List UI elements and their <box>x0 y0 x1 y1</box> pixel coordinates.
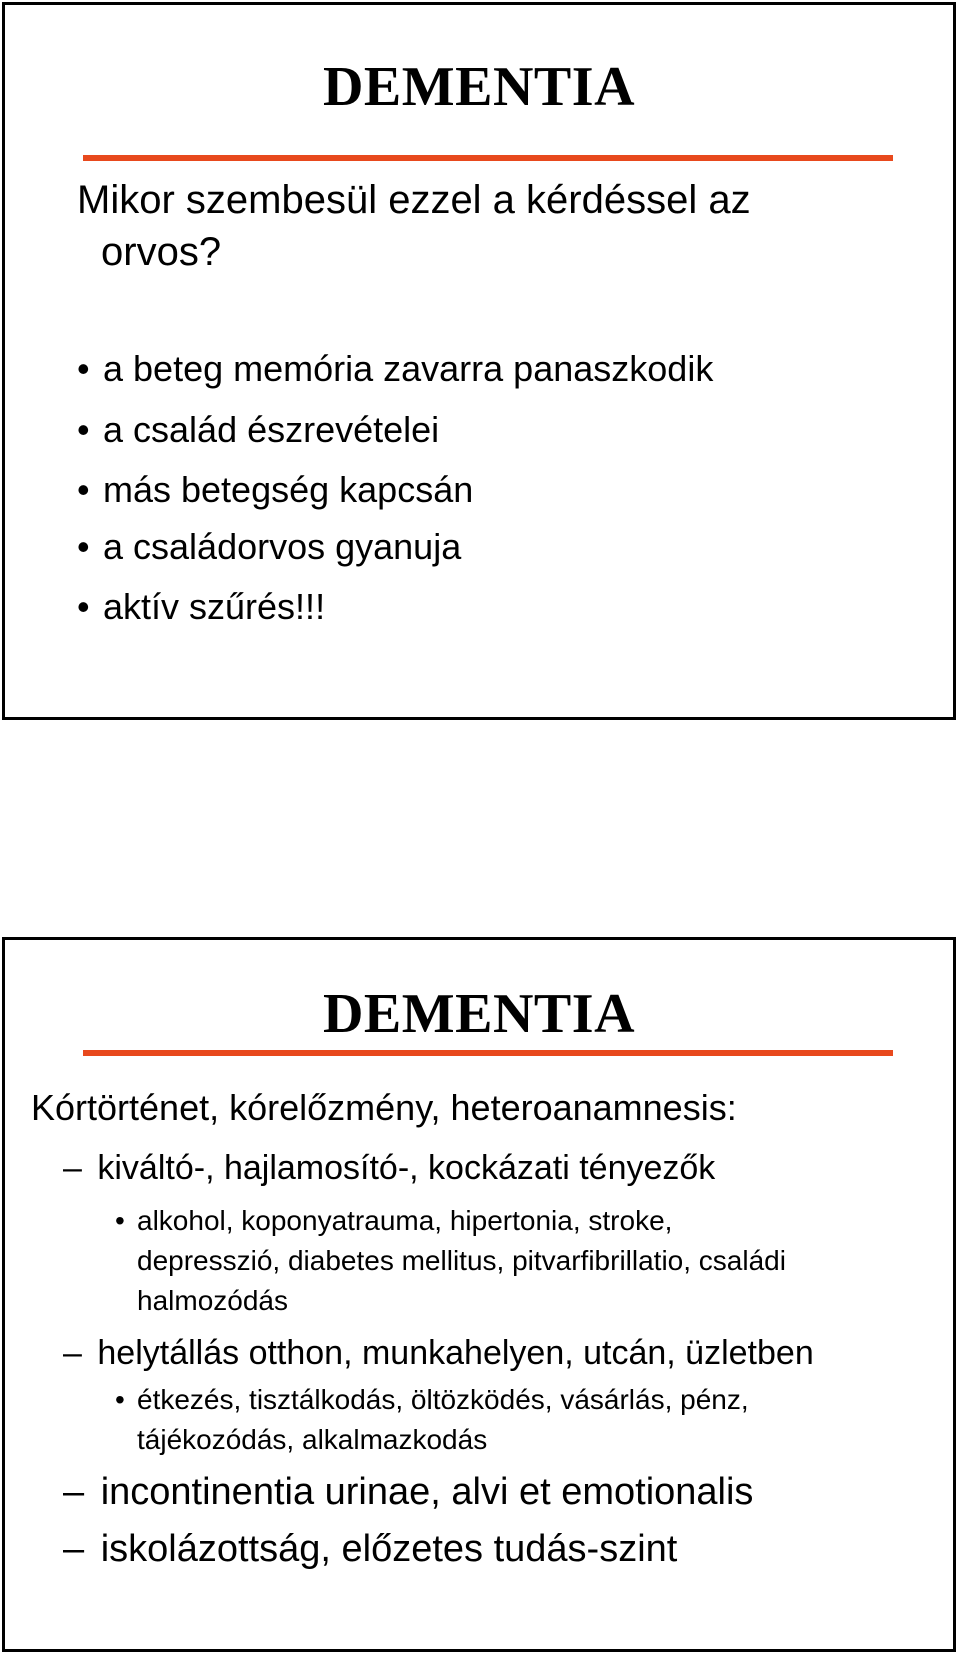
slide-1-title-rule <box>83 155 893 161</box>
question-line-2: orvos? <box>101 230 222 274</box>
slide-2 <box>2 937 956 1652</box>
history-item-label: helytállás otthon, munkahelyen, utcán, üzletben <box>97 1334 814 1372</box>
bullet-text: a családorvos gyanuja <box>103 526 462 567</box>
history-heading: Kórtörténet, kórelőzmény, heteroanamnesis: <box>31 1087 737 1128</box>
bullet-marker: • <box>77 469 90 510</box>
history-item-daily-functioning <box>63 1332 814 1374</box>
dash-marker: – <box>63 1471 85 1513</box>
slide-1 <box>2 2 956 720</box>
sub-item-text: depresszió, diabetes mellitus, pitvarfibrillatio, családi <box>137 1245 786 1276</box>
dash-marker: – <box>63 1528 85 1570</box>
sub-item-text: alkohol, koponyatrauma, hipertonia, stroke, <box>137 1205 673 1236</box>
list-item <box>77 408 439 452</box>
history-item-risk-factors <box>63 1147 715 1189</box>
sub-item-text: tájékozódás, alkalmazkodás <box>137 1424 488 1455</box>
list-item <box>77 525 461 569</box>
history-item-education <box>63 1526 677 1572</box>
dash-marker: – <box>63 1334 82 1372</box>
list-item <box>77 468 473 512</box>
bullet-text: aktív szűrés!!! <box>103 586 326 627</box>
bullet-marker: • <box>77 586 90 627</box>
sub-item-text: halmozódás <box>137 1285 288 1316</box>
bullet-marker: • <box>115 1205 125 1236</box>
list-item <box>77 585 325 629</box>
sub-list-item <box>115 1380 749 1420</box>
history-item-incontinence <box>63 1469 753 1515</box>
question-line-1: Mikor szembesül ezzel a kérdéssel az <box>77 178 751 222</box>
dash-marker: – <box>63 1149 82 1187</box>
slide-1-title: DEMENTIA <box>322 56 636 118</box>
bullet-text: más betegség kapcsán <box>103 469 474 510</box>
bullet-text: a beteg memória zavarra panaszkodik <box>103 348 714 389</box>
sub-list-item <box>115 1201 672 1241</box>
slide-2-title-rule <box>83 1050 893 1056</box>
bullet-marker: • <box>77 409 90 450</box>
history-item-label: kiváltó-, hajlamosító-, kockázati tényezők <box>97 1149 716 1187</box>
slide-2-title: DEMENTIA <box>322 983 636 1045</box>
bullet-marker: • <box>115 1384 125 1415</box>
history-item-label: iskolázottság, előzetes tudás-szint <box>100 1528 678 1570</box>
history-item-label: incontinentia urinae, alvi et emotionalis <box>100 1471 754 1513</box>
sub-item-text: étkezés, tisztálkodás, öltözködés, vásárlás, pénz, <box>137 1384 749 1415</box>
bullet-marker: • <box>77 526 90 567</box>
bullet-text: a család észrevételei <box>103 409 440 450</box>
list-item <box>77 347 713 391</box>
bullet-marker: • <box>77 348 90 389</box>
